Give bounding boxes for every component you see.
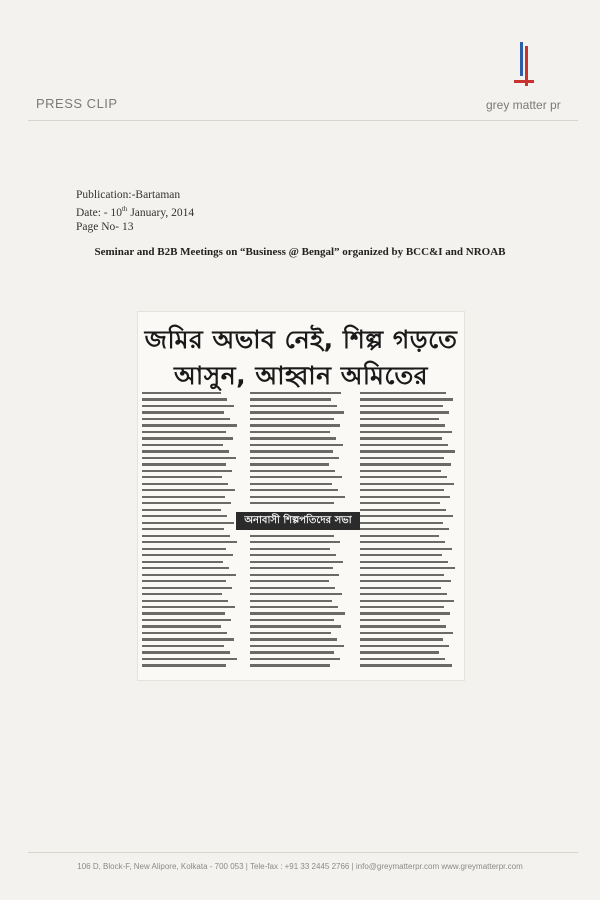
article-text-line [142,522,234,524]
article-text-line [142,632,227,634]
article-text-line [142,600,228,602]
article-text-line [360,554,442,556]
article-text-line [142,638,234,640]
article-text-line [250,587,335,589]
article-text-line [250,645,344,647]
article-text-line [360,574,444,576]
article-text-line [250,502,334,504]
article-text-line [142,437,233,439]
article-text-line [142,612,225,614]
article-text-line [250,411,344,413]
article-text-line [360,431,452,433]
article-text-line [142,664,226,666]
article-text-line [142,411,224,413]
article-text-line [142,502,231,504]
article-text-line [360,444,448,446]
article-text-line [250,567,333,569]
article-text-line [142,651,230,653]
article-text-line [250,496,345,498]
clipping-title-line-1: জমির অভাব নেই, শিল্প গড়তে [144,325,458,354]
article-text-line [360,612,450,614]
article-text-line [250,424,340,426]
article-text-line [250,658,340,660]
article-text-line [142,528,224,530]
article-text-line [360,418,439,420]
article-text-line [142,398,227,400]
article-text-line [360,567,455,569]
article-text-line [142,593,222,595]
article-text-line [250,470,335,472]
header-divider [28,120,578,121]
article-text-line [250,574,339,576]
article-text-line [142,457,236,459]
article-text-line [142,580,226,582]
article-text-line [250,437,336,439]
article-text-line [142,463,226,465]
article-text-line [360,450,455,452]
article-text-line [360,541,445,543]
article-text-line [142,515,227,517]
article-text-line [142,574,236,576]
article-text-line [360,515,453,517]
article-text-line [250,431,330,433]
article-text-line [360,593,447,595]
article-text-line [250,561,343,563]
article-text-line [142,431,226,433]
article-column-3 [360,392,456,674]
article-text-line [142,658,237,660]
article-text-line [250,619,334,621]
article-text-line [360,638,443,640]
article-text-line [360,437,442,439]
publication-name: Publication:-Bartaman [76,189,181,201]
article-text-line [250,476,342,478]
article-text-line [360,463,451,465]
article-text-line [360,502,440,504]
article-text-line [142,476,222,478]
article-text-line [360,457,444,459]
article-text-line [360,664,452,666]
article-text-line [142,418,230,420]
article-text-line [360,411,449,413]
article-text-line [360,424,445,426]
article-text-line [250,398,331,400]
article-text-line [142,489,235,491]
clipping-title-line-2: আসুন, আহ্বান অমিতের [174,361,428,390]
article-text-line [360,535,439,537]
article-text-line [360,645,449,647]
article-text-line [250,651,334,653]
article-text-line [360,470,441,472]
footer-contact: 106 D, Block-F, New Alipore, Kolkata - 700 053 | Tele-fax : +91 33 2445 2766 | info@greymatterpr.com www.greymatterpr.com [77,862,523,871]
page-number: Page No- 13 [76,220,134,233]
clipping-subheading: অনাবাসী শিল্পপতিদের সভা [236,512,360,530]
article-text-line [142,619,231,621]
brand-name: grey matter pr [486,98,561,112]
article-text-line [250,444,343,446]
article-text-line [250,535,334,537]
article-text-line [250,664,330,666]
article-text-line [360,405,443,407]
article-text-line [142,554,233,556]
article-text-line [360,476,447,478]
article-text-line [250,600,332,602]
article-text-line [142,561,223,563]
newspaper-clipping [138,312,464,680]
article-text-line [142,424,237,426]
article-text-line [250,463,329,465]
article-text-line [360,606,444,608]
article-text-line [142,444,223,446]
article-text-line [360,632,453,634]
article-text-line [142,509,221,511]
article-text-line [142,645,224,647]
article-text-line [360,522,443,524]
article-text-line [250,548,330,550]
article-text-line [250,405,337,407]
article-text-line [142,606,235,608]
article-text-line [142,548,226,550]
article-text-line [360,651,439,653]
article-text-line [360,509,446,511]
article-text-line [360,392,446,394]
article-text-line [250,625,341,627]
article-text-line [360,658,445,660]
article-text-line [250,554,336,556]
article-text-line [142,535,230,537]
article-text-line [360,587,441,589]
article-text-line [250,483,332,485]
article-text-line [142,470,232,472]
article-text-line [250,392,341,394]
article-text-line [142,541,237,543]
article-text-line [360,600,454,602]
article-text-line [250,593,342,595]
article-text-line [360,528,449,530]
article-text-line [360,398,453,400]
grey-matter-logo-icon [508,40,538,92]
article-text-line [250,450,333,452]
event-headline: Seminar and B2B Meetings on “Business @ Bengal” organized by BCC&I and NROAB [94,246,506,258]
article-text-line [360,483,454,485]
article-text-line [250,457,339,459]
article-text-line [142,405,234,407]
article-text-line [360,580,451,582]
article-text-line [142,625,221,627]
footer-divider [28,852,578,853]
article-text-line [250,418,334,420]
article-text-line [142,392,221,394]
article-text-line [360,548,452,550]
article-text-line [250,489,338,491]
article-text-line [360,625,446,627]
article-text-line [250,580,329,582]
article-text-line [360,489,444,491]
article-text-line [250,606,338,608]
publication-meta [76,188,194,234]
press-clip-label: PRESS CLIP [36,96,118,111]
article-text-line [250,612,345,614]
article-text-line [250,632,331,634]
article-column-1 [142,392,238,674]
article-text-line [360,496,450,498]
article-text-line [360,619,440,621]
article-text-line [250,541,340,543]
article-text-line [142,496,225,498]
article-text-line [142,483,228,485]
article-column-2 [250,392,346,674]
article-text-line [142,587,232,589]
article-text-line [360,561,448,563]
publication-date: Date: - 10th January, 2014 [76,205,195,219]
article-text-line [142,450,229,452]
article-text-line [250,638,337,640]
article-text-line [142,567,229,569]
